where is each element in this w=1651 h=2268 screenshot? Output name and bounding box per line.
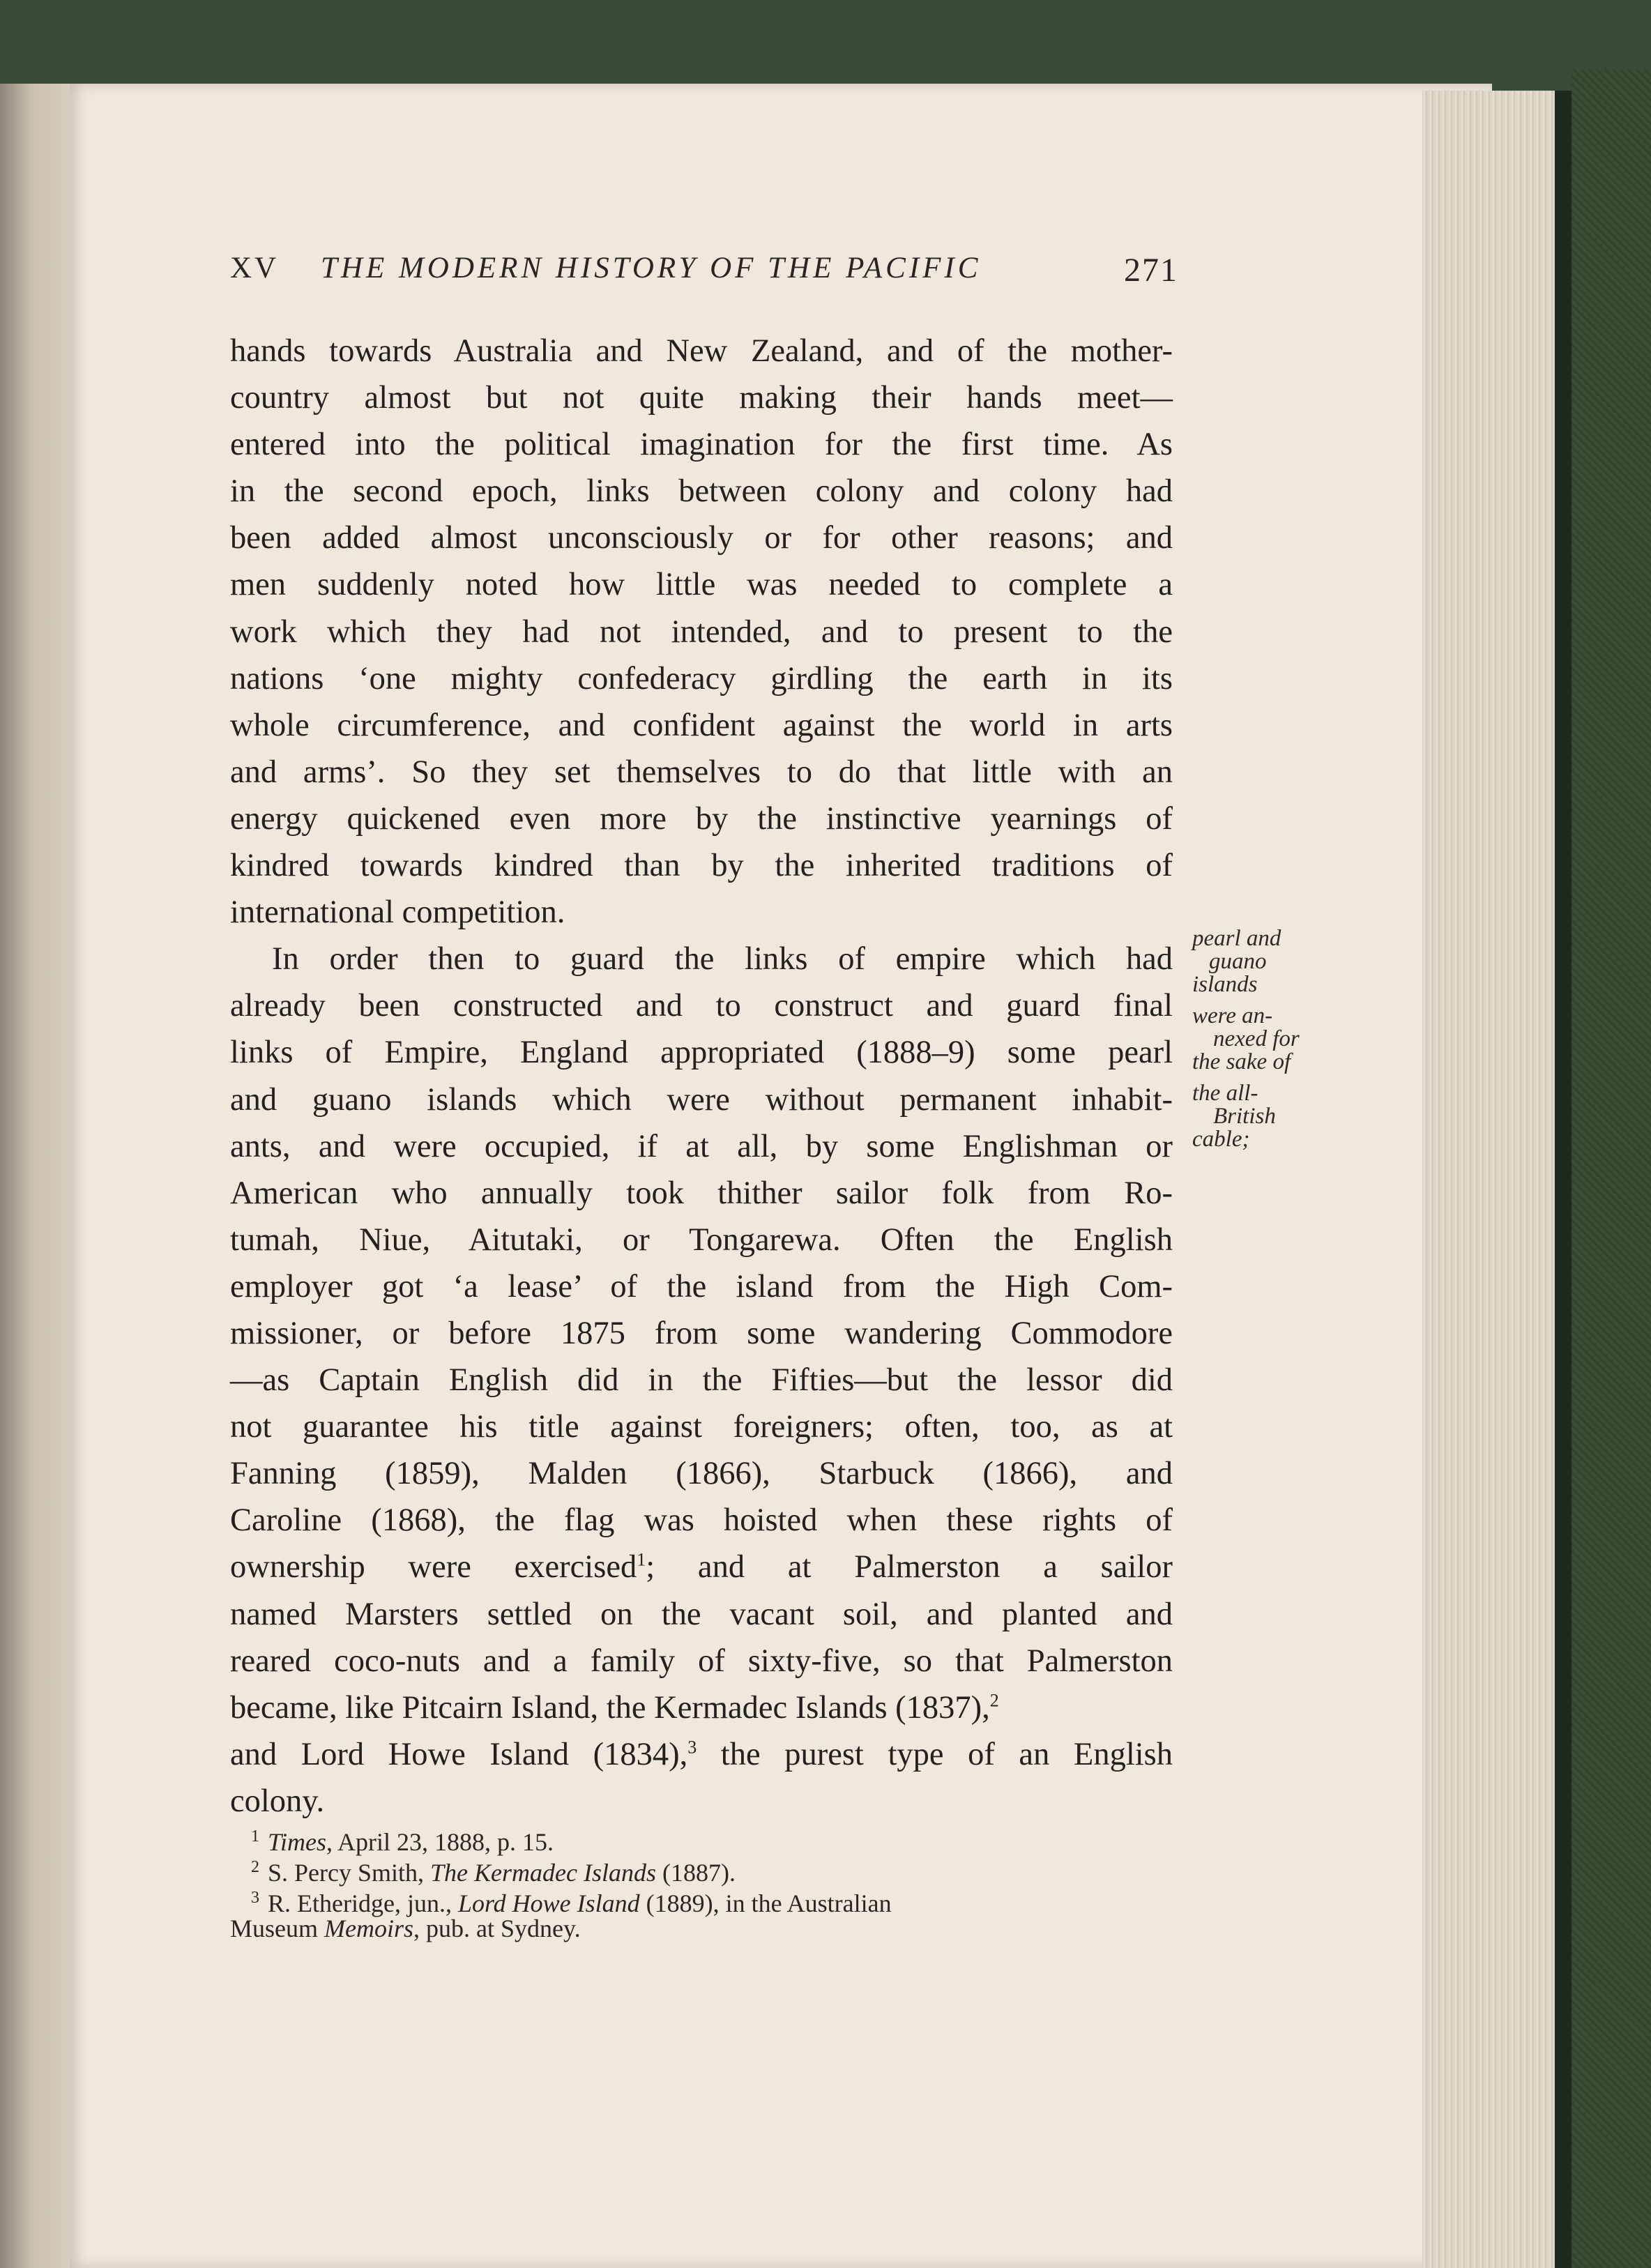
text-line: not guarantee his title against foreigners; often, too, as at: [230, 1409, 1173, 1445]
footnote: [230, 1821, 1173, 1856]
text-line: Caroline (1868), the flag was hoisted when these rights of: [230, 1502, 1173, 1539]
text-line: —as Captain English did in the Fifties—but the lessor did: [230, 1362, 1173, 1399]
text-line: already been constructed and to construct and guard final: [230, 988, 1173, 1024]
text-line: employer got ‘a lease’ of the island from the High Com-: [230, 1268, 1173, 1304]
footnote-text: , pub. at Sydney.: [413, 1915, 581, 1942]
footnote-number: 1: [251, 1827, 259, 1845]
text-line: named Marsters settled on the vacant soil, and planted and: [230, 1596, 1173, 1632]
text-line: country almost but not quite making their hands meet—: [230, 380, 1173, 416]
footnotes: [230, 1821, 1173, 1944]
text-fragment: ownership were exercised: [230, 1549, 637, 1585]
text-line: In order then to guard the links of empire which had: [272, 941, 1173, 977]
text-line: men suddenly noted how little was needed to complete a: [230, 567, 1173, 603]
page-edge-shadow: [1555, 91, 1572, 2268]
text-line: colony.: [230, 1783, 325, 1819]
sidenote-line: nexed for: [1213, 1026, 1300, 1051]
sidenote-line: cable;: [1192, 1127, 1250, 1152]
sidenote-line: the sake of: [1192, 1049, 1291, 1074]
footnote-text: Museum: [230, 1915, 324, 1942]
sidenote-line: islands: [1192, 972, 1258, 997]
chapter-number: XV: [230, 252, 280, 284]
marginal-sidenote: [1192, 927, 1353, 1151]
sidenote-line: were an-: [1192, 1003, 1273, 1028]
text-fragment: became, like Pitcairn Island, the Kermadec Islands (1837),: [230, 1689, 990, 1726]
text-line: [230, 1684, 1173, 1731]
footnote-ref: 3: [687, 1737, 697, 1758]
text-line: tumah, Niue, Aitutaki, or Tongarewa. Often the English: [230, 1221, 1173, 1258]
text-line: [230, 1544, 1173, 1590]
footnote-number: 3: [251, 1889, 259, 1907]
text-line: American who annually took thither sailor folk from Ro-: [230, 1175, 1173, 1211]
sidenote-line: British: [1213, 1104, 1276, 1129]
footnote-ref: 2: [989, 1690, 999, 1711]
footnote: [230, 1852, 1173, 1887]
footnote-title: Times: [268, 1828, 327, 1856]
text-line: hands towards Australia and New Zealand, and of the mother-: [230, 333, 1173, 369]
footnote-text: R. Etheridge, jun.,: [268, 1889, 458, 1917]
text-line: [230, 1731, 1173, 1778]
footnote-text: S. Percy Smith,: [268, 1859, 431, 1887]
text-line: entered into the political imagination for the first time. As: [230, 427, 1173, 463]
footnote-title: Memoirs: [324, 1915, 413, 1942]
text-line: missioner, or before 1875 from some wandering Commodore: [230, 1315, 1173, 1351]
text-line: nations ‘one mighty confederacy girdling the earth in its: [230, 660, 1173, 697]
page-number: 271: [1124, 252, 1178, 289]
running-header: [230, 251, 1178, 293]
text-line: and arms’. So they set themselves to do that little with an: [230, 754, 1173, 790]
text-line: been added almost unconsciously or for other reasons; and: [230, 520, 1173, 556]
footnote-text: , April 23, 1888, p. 15.: [326, 1828, 554, 1856]
footnote-title: The Kermadec Islands: [430, 1859, 656, 1887]
text-line: whole circumference, and confident against the world in arts: [230, 707, 1173, 743]
body-text: [230, 328, 1173, 1825]
page-stack-edges: [1422, 91, 1555, 2268]
running-title: THE MODERN HISTORY OF THE PACIFIC: [321, 252, 982, 284]
left-page-edge: [0, 84, 77, 2268]
text-line: ants, and were occupied, if at all, by some Englishman or: [230, 1128, 1173, 1164]
text-line: work which they had not intended, and to present to the: [230, 614, 1173, 650]
footnote: [230, 1882, 1173, 1917]
text-line: in the second epoch, links between colony and colony had: [230, 473, 1173, 510]
text-line: reared coco-nuts and a family of sixty-five, so that Palmerston: [230, 1643, 1173, 1679]
text-line: links of Empire, England appropriated (1888–9) some pearl: [230, 1035, 1173, 1071]
cloth-binding-right: [1572, 70, 1651, 2268]
text-line: Fanning (1859), Malden (1866), Starbuck (1866), and: [230, 1456, 1173, 1492]
footnote-continued: [230, 1913, 1173, 1944]
sidenote-line: pearl and: [1192, 926, 1281, 951]
text-line: and guano islands which were without permanent inhabit-: [230, 1081, 1173, 1118]
text-line: kindred towards kindred than by the inherited traditions of: [230, 848, 1173, 884]
text-fragment: ; and at Palmerston a sailor: [646, 1549, 1173, 1585]
footnote-ref: 1: [637, 1549, 646, 1570]
text-line: energy quickened even more by the instinctive yearnings of: [230, 800, 1173, 837]
text-fragment: the purest type of an English: [697, 1736, 1173, 1772]
footnote-text: (1887).: [655, 1859, 736, 1887]
sidenote-line: the all-: [1192, 1081, 1258, 1106]
text-fragment: and Lord Howe Island (1834),: [230, 1736, 688, 1772]
footnote-number: 2: [251, 1858, 259, 1876]
sidenote-line: guano: [1209, 949, 1267, 974]
text-line: international competition.: [230, 895, 565, 931]
footnote-text: (1889), in the Australian: [639, 1889, 892, 1917]
footnote-title: Lord Howe Island: [457, 1889, 640, 1917]
